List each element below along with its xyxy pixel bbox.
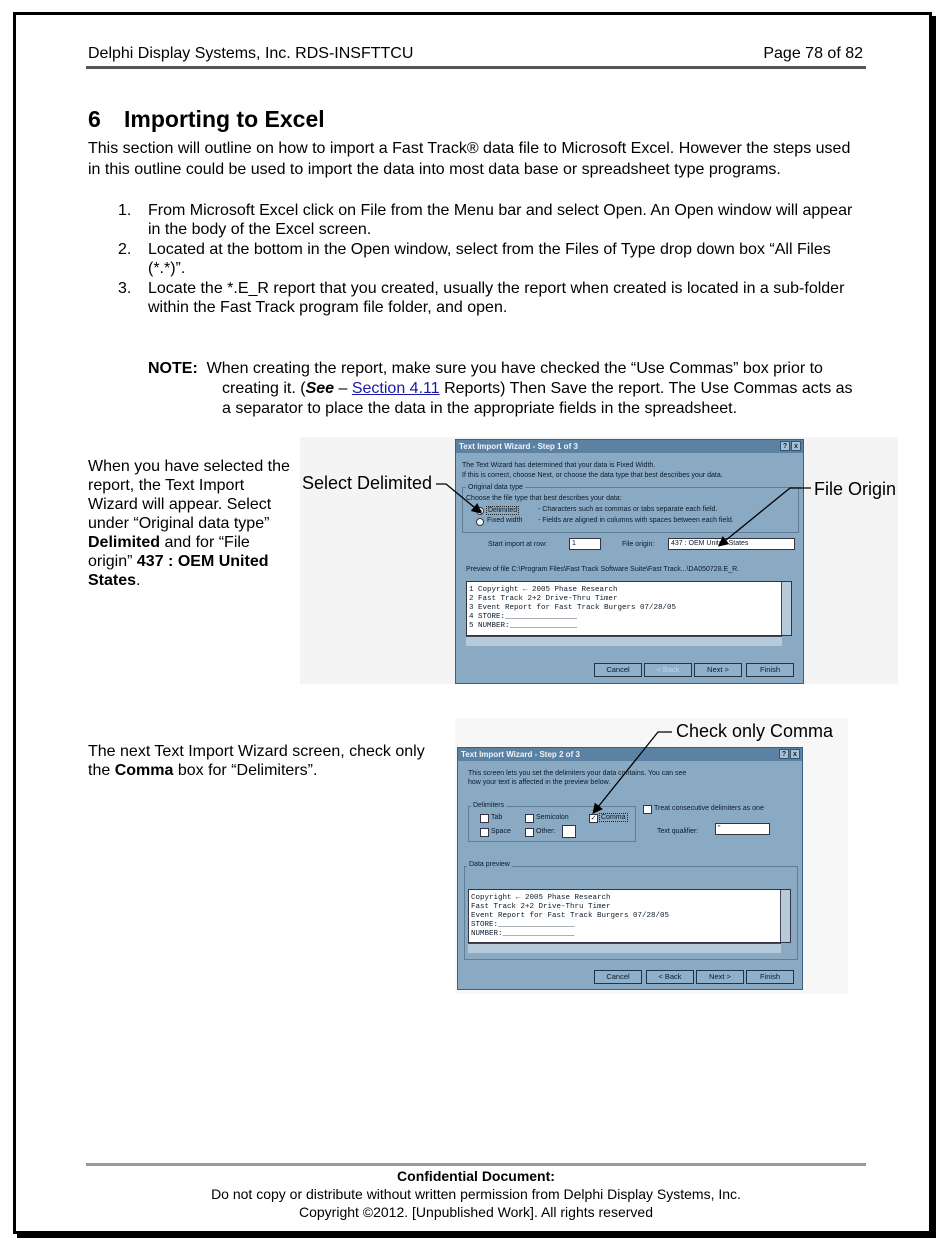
cancel-button[interactable]: Cancel [594,663,642,677]
step-number: 1. [118,202,132,219]
footer-rule [86,1163,866,1166]
comma-label: Comma [601,814,626,821]
preview-line: Fast Track 2+2 Drive-Thru Timer [471,903,611,911]
arrow-check-comma [594,732,672,812]
finish-button[interactable]: Finish [746,970,794,984]
preview-line: Copyright ← 2005 Phase Research [471,894,611,902]
note-text: creating it. ( [222,380,306,397]
cancel-button[interactable]: Cancel [594,970,642,984]
footer-copyright: Copyright ©2012. [Unpublished Work]. All rights reserved [298,1204,653,1220]
caption-bold: Delimited [88,534,161,551]
preview-line: NUMBER:________________ [471,930,575,938]
callout-select-delimited: Select Delimited [302,473,433,493]
back-button[interactable]: < Back [646,970,694,984]
help-icon[interactable]: ? [779,749,789,759]
group-hint: Choose the file type that best describes your data: [466,495,622,502]
step-text: From Microsoft Excel click on File from the Menu bar and select Open. An Open window will appear in the body of the Excel screen. [148,202,853,238]
preview-line: Event Report for Fast Track Burgers 07/28/05 [471,912,670,920]
dialog-title: Text Import Wizard - Step 1 of 3 [459,442,578,451]
caption-text: The next Text Import Wizard screen, check only the [88,743,425,779]
start-row-label: Start import at row: [488,541,548,548]
group-label: Original data type [468,484,523,491]
caption-bold: 437 : OEM United States [88,553,269,589]
section-intro: This section will outline on how to import a Fast Track® data file to Microsoft Excel. However the steps used in this outline could be used to import the data into most data base or spreadsheet type programs. [88,140,851,178]
text-qualifier-select[interactable]: " [715,823,770,835]
caption-bold: Comma [114,762,174,779]
preview-line: 2 Fast Track 2+2 Drive-Thru Timer [469,595,618,603]
arrow-file-origin [720,488,811,545]
step-text: Located at the bottom in the Open window, select from the Files of Type drop down box “All Files (*.*)”. [148,241,831,277]
wizard-desc: The Text Wizard has determined that your data is Fixed Width. [462,462,656,469]
note-text: Reports) Then Save the report. The Use Commas acts as a separator to place the data in the appropriate fields in the spreadsheet. [222,380,853,417]
other-label: Other: [536,828,556,835]
qualifier-label: Text qualifier: [657,828,699,835]
next-button[interactable]: Next > [694,663,742,677]
caption-text: . [136,572,141,589]
space-label: Space [491,828,511,835]
note-line1: When creating the report, make sure you have checked the “Use Commas” box prior to [206,360,823,377]
consecutive-label: Treat consecutive delimiters as one [654,805,764,812]
help-icon[interactable]: ? [780,441,790,451]
semicolon-label: Semicolon [536,814,569,821]
close-icon[interactable]: x [790,749,800,759]
preview-label: Preview of file C:\Program Files\Fast Track Software Suite\Fast Track...\DA050728.E_R. [466,566,740,573]
section-link[interactable]: Section 4.11 [351,380,440,397]
note-label: NOTE: [148,360,198,377]
footer-confidential: Confidential Document: [397,1168,555,1184]
caption-text: box for “Delimiters”. [173,762,318,779]
file-origin-select[interactable]: 437 : OEM United States [668,538,795,550]
preview-line: 4 STORE:________________ [469,613,578,621]
callout-check-comma: Check only Comma [676,721,834,741]
comma-checkbox[interactable]: ✓ [590,815,597,822]
file-origin-label: File origin: [622,541,655,548]
preview-line: 1 Copyright ← 2005 Phase Research [469,586,618,594]
next-button[interactable]: Next > [696,970,744,984]
preview-line: STORE:_________________ [471,921,575,929]
note-dash: – [334,380,352,397]
wizard-desc: If this is correct, choose Next, or choose the data type that best describes your data. [462,472,723,479]
section-number: 6 [88,106,101,132]
tab-label: Tab [491,814,503,821]
arrow-select-delimited [436,484,480,512]
fixed-width-label: Fixed width [487,517,523,524]
step-number: 2. [118,241,132,258]
callout-file-origin: File Origin [814,479,897,499]
finish-button[interactable]: Finish [746,663,794,677]
footer [86,1167,866,1221]
wizard-desc: This screen lets you set the delimiters your data contains. You can see [468,770,687,777]
dialog-title: Text Import Wizard - Step 2 of 3 [461,750,580,759]
delimited-desc: - Characters such as commas or tabs separate each field. [538,506,718,513]
wizard-desc: how your text is affected in the preview below. [468,779,611,786]
caption-text: and for “File origin” [88,534,250,570]
step-number: 3. [118,280,132,297]
group-label: Data preview [469,861,510,868]
start-row-input[interactable]: 1 [569,538,601,550]
close-icon[interactable]: x [791,441,801,451]
preview-line: 3 Event Report for Fast Track Burgers 07/28/05 [469,604,677,612]
back-button[interactable]: < Back [644,663,692,677]
footer-notice: Do not copy or distribute without written permission from Delphi Display Systems, Inc. [211,1186,741,1202]
preview-line: 5 NUMBER:_______________ [469,622,578,630]
section-title: Importing to Excel [124,106,325,132]
group-label: Delimiters [473,802,505,809]
header-left: Delphi Display Systems, Inc. RDS-INSFTTCU [88,45,414,62]
header-page-number: Page 78 of 82 [763,45,863,62]
step-text: Locate the *.E_R report that you created, usually the report when created is located in a sub-folder within the Fast Track program file folder, and open. [148,280,845,316]
delimited-label: Delimited [488,507,518,514]
note-see: See [305,380,335,397]
caption-text: When you have selected the report, the Text Import Wizard will appear. Select under “Original data type” [88,458,290,532]
fixed-width-desc: - Fields are aligned in columns with spaces between each field. [538,517,734,524]
